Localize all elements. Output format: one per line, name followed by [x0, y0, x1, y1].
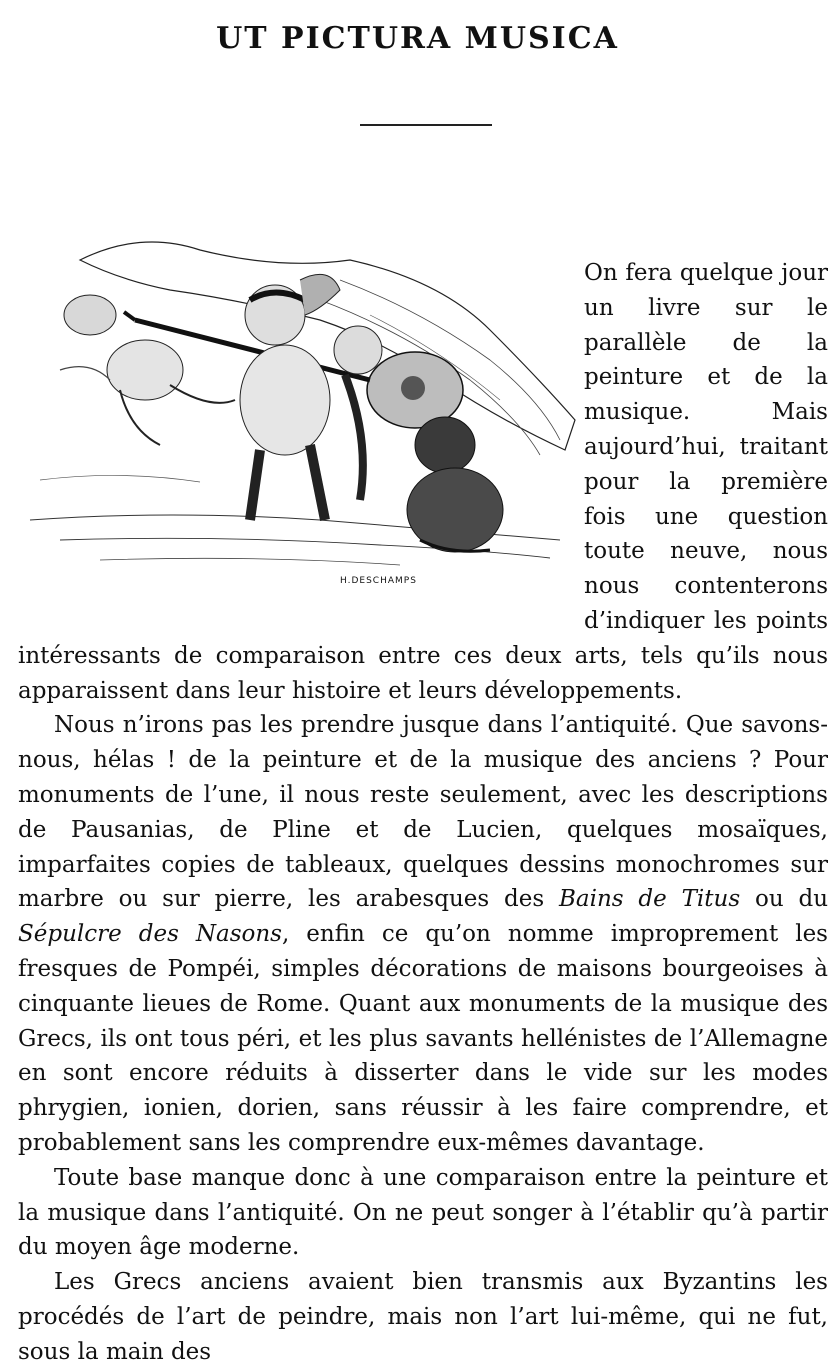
article-body: [18, 256, 828, 1370]
italic-title-sepulcre: Sépulcre des Nasons: [18, 921, 282, 948]
title-rule: [360, 124, 492, 126]
page-title: UT PICTURA MUSICA: [216, 21, 619, 57]
paragraph-4: Les Grecs anciens avaient bien transmis aux Byzantins les procédés de l’art de peindre, mais non l’art lui-même, qui ne fut, sous la main des: [18, 1269, 828, 1365]
illustration-signature: H.DESCHAMPS: [340, 576, 417, 586]
paragraph-1: On fera quelque jour un livre sur le parallèle de la peinture et de la musique. Mais aujourd’hui, traitant pour la première fois une question toute neuve, nous nous contenterons d’indiquer les points intéressants de comparaison entre ces deux arts, tels qu’ils nous apparaissent dans leur histoire et leurs développements.: [18, 260, 828, 704]
paragraph-2: Nous n’irons pas les prendre jusque dans l’antiquité. Que savons-nous, hélas ! de la peinture et de la musique des anciens ? Pour monuments de l’une, il nous reste seulement, avec les descriptions de Pausanias, de Pline et de Lucien, quelques mosaïques, imparfaites copies de tableaux, quelques dessins monochromes sur marbre ou sur pierre, les arabesques des Bains de Titus ou du Sépulcre des Nasons, enfin ce qu’on nomme improprement les fresques de Pompéi, simples décorations de maisons bourgeoises à cinquante lieues de Rome. Quant aux monuments de la musique des Grecs, ils ont tous péri, et les plus savants hellénistes de l’Allemagne en sont encore réduits à disserter dans le vide sur les modes phrygien, ionien, dorien, sans réussir à les faire comprendre, et probablement sans les comprendre eux-mêmes davantage.: [18, 712, 829, 1156]
paragraph-3: Toute base manque donc à une comparaison entre la peinture et la musique dans l’antiquité. On ne peut songer à l’établir qu’à partir du moyen âge moderne.: [18, 1164, 828, 1261]
illustration-float-spacer: [18, 256, 584, 616]
italic-title-bains: Bains de Titus: [558, 886, 741, 913]
